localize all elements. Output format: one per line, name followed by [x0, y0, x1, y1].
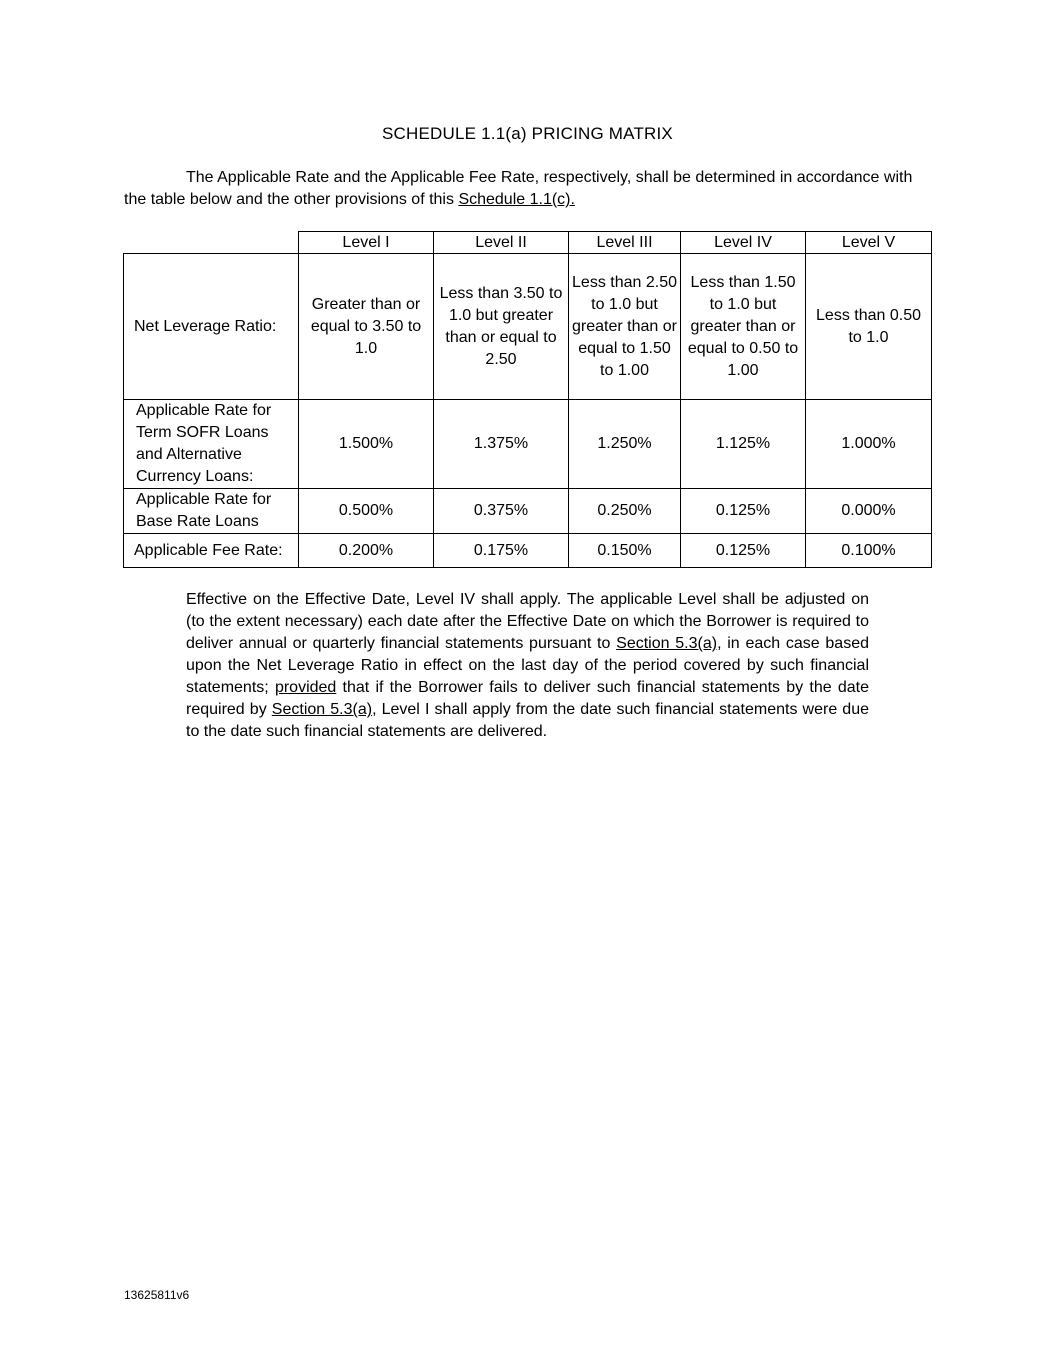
provided-term: provided: [274, 679, 337, 696]
row-label: Net Leverage Ratio:: [124, 254, 299, 400]
page-title: SCHEDULE 1.1(a) PRICING MATRIX: [382, 124, 673, 143]
level-header: Level IV: [681, 232, 806, 254]
table-cell: 1.375%: [434, 400, 569, 489]
table-row-net-leverage: [124, 254, 932, 400]
row-label: Applicable Rate for Term SOFR Loans and Alternative Currency Loans:: [124, 400, 299, 489]
row-label: Applicable Fee Rate:: [124, 534, 299, 568]
level-header: Level II: [434, 232, 569, 254]
table-cell: Less than 2.50 to 1.0 but greater than or equal to 1.50 to 1.00: [569, 254, 681, 400]
table-cell: 0.375%: [434, 489, 569, 534]
row-label: Applicable Rate for Base Rate Loans: [124, 489, 299, 534]
effective-date-paragraph: [186, 589, 869, 743]
table-cell: 1.500%: [299, 400, 434, 489]
intro-text: The Applicable Rate and the Applicable Fee Rate, respectively, shall be determined in accordance with the table below and the other provisions of this: [124, 169, 913, 208]
paragraph-text: , in each case based upon the Net Leverage Ratio in effect on the last day of the period covered by such financial statements;: [186, 635, 870, 696]
section-reference-link: Section 5.3(a): [616, 635, 718, 652]
table-cell: 0.000%: [806, 489, 932, 534]
table-cell: 1.250%: [569, 400, 681, 489]
schedule-reference-link: Schedule 1.1(c).: [458, 191, 575, 208]
table-row-base-rate: [124, 489, 932, 534]
table-cell: 0.125%: [681, 489, 806, 534]
table-header-row: [124, 232, 932, 254]
table-cell: Less than 3.50 to 1.0 but greater than or equal to 2.50: [434, 254, 569, 400]
table-row-fee-rate: [124, 534, 932, 568]
table-cell: 0.250%: [569, 489, 681, 534]
table-row-sofr-rate: [124, 400, 932, 489]
paragraph-text: Effective on the Effective Date, Level IV shall apply. The applicable Level shall be adjusted on (to the extent necessary) each date after the Effective Date on which the Borrower is required to deliver annual or quarterly financial statements pursuant to: [186, 591, 869, 652]
table-cell: 1.000%: [806, 400, 932, 489]
table-cell: 0.125%: [681, 534, 806, 568]
table-cell: Less than 1.50 to 1.0 but greater than or equal to 0.50 to 1.00: [681, 254, 806, 400]
level-header: Level I: [299, 232, 434, 254]
table-cell: 0.100%: [806, 534, 932, 568]
table-cell: 0.150%: [569, 534, 681, 568]
intro-paragraph: [124, 167, 932, 211]
table-cell: 1.125%: [681, 400, 806, 489]
table-cell: 0.175%: [434, 534, 569, 568]
table-cell: 0.500%: [299, 489, 434, 534]
level-header: Level V: [806, 232, 932, 254]
table-cell: Greater than or equal to 3.50 to 1.0: [299, 254, 434, 400]
pricing-matrix-table: [123, 231, 932, 568]
section-reference-link: Section 5.3(a): [271, 701, 373, 718]
paragraph-text: that if the Borrower fails to deliver such financial statements by the date required by: [186, 679, 870, 718]
document-id: 13625811v6: [124, 1288, 190, 1302]
table-cell: Less than 0.50 to 1.0: [806, 254, 932, 400]
table-corner-cell: [124, 232, 299, 254]
paragraph-text: , Level I shall apply from the date such financial statements were due to the date such financial statements are delivered.: [186, 701, 870, 740]
level-header: Level III: [569, 232, 681, 254]
table-cell: 0.200%: [299, 534, 434, 568]
